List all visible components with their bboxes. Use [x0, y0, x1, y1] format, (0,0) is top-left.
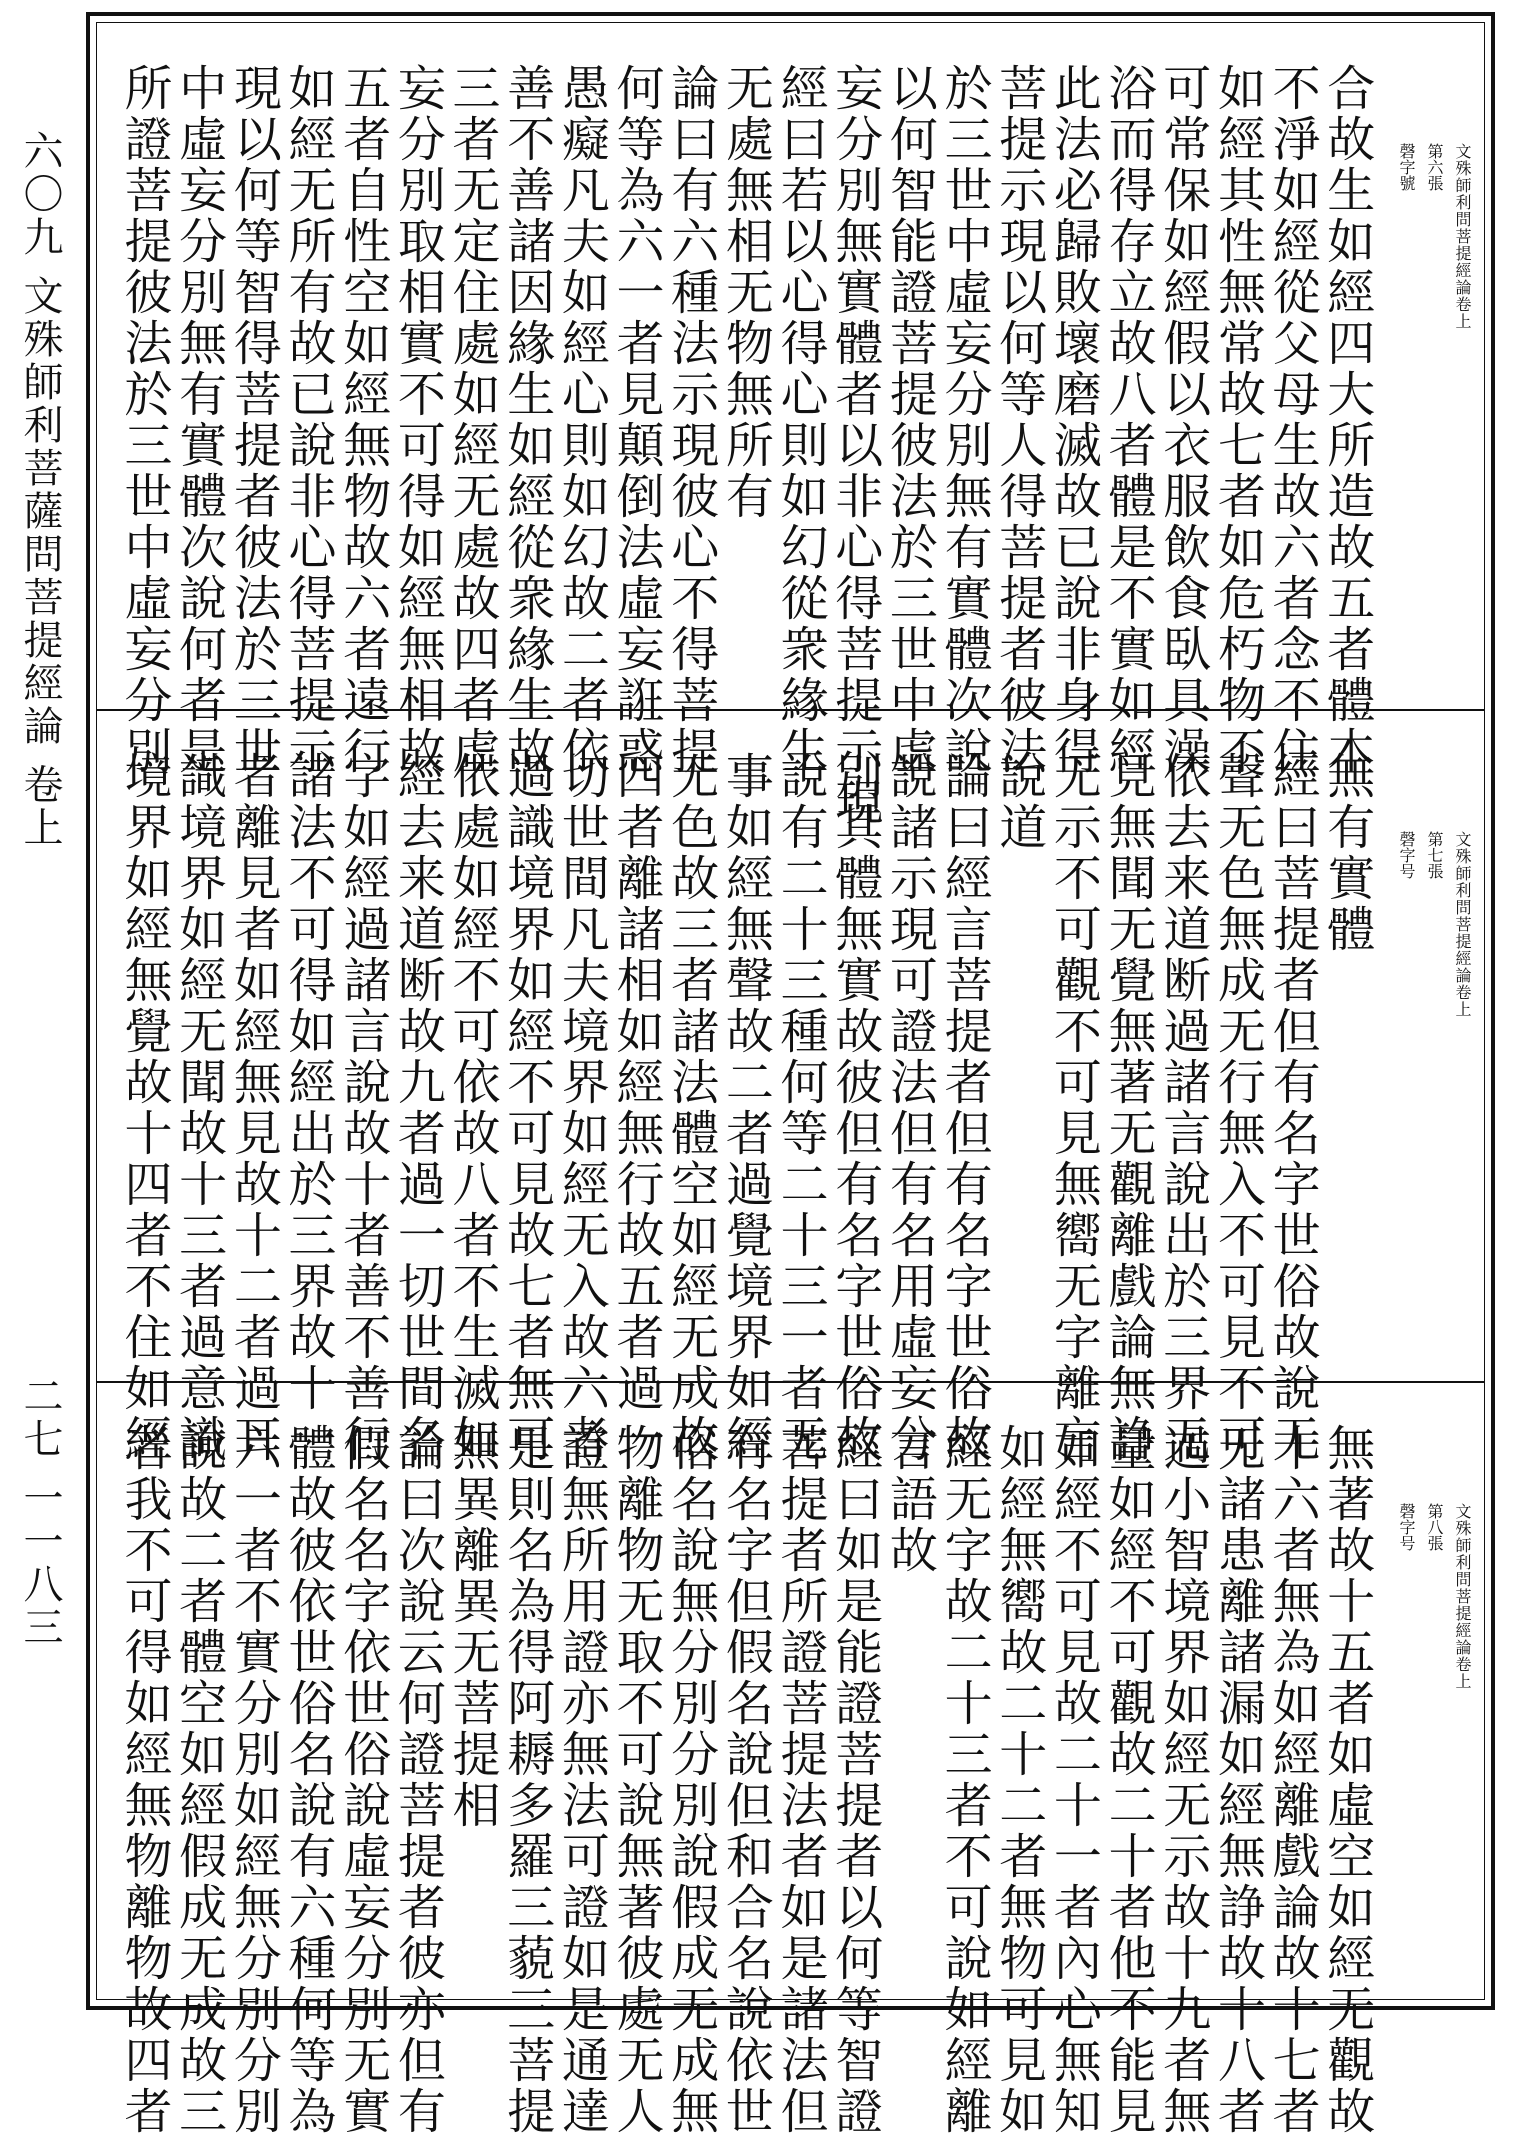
text-column: 依去来道断過諸言說出於三界无 [1154, 751, 1211, 1465]
text-column: 假名名字依世俗說虛妄分別无實 [334, 1423, 391, 2137]
text-column: 如經無嚮故二十二者無物可見如 [990, 1423, 1047, 2137]
text-column: 量如經不可觀故二十者他不能見 [1100, 1423, 1157, 2137]
text-column: 境界如經無覺故十四者不住如經 [116, 751, 172, 1465]
text-column: 於三世中虛妄分別無有實體次說 [936, 63, 993, 777]
text-column: 切世間凡夫境界如經无入故六者 [553, 751, 610, 1465]
panel-header-code: 磬字號 [1397, 143, 1416, 191]
text-column: 無著故十五者如虛空如經无觀故 [1318, 1423, 1375, 2137]
text-column: 論曰經言菩提者但有名字世俗故 [936, 751, 993, 1465]
panel-header-code: 磬字号 [1397, 1503, 1416, 1551]
text-column: 者我不可得如經無物離物故四者 [116, 1423, 172, 2137]
text-column: 妄分別無實體者以非心得菩提示現 [826, 63, 883, 828]
side-label-top: 六〇九 文殊師利菩薩問菩提經論 卷上 [17, 130, 63, 850]
text-column: 見無聞无覺無著无觀離戲論無諍 [1100, 751, 1157, 1465]
text-column: 經曰若以心得心則如幻從衆緣生 [772, 63, 829, 777]
panel-header-title: 文殊師利問菩提經論卷上 [1453, 1503, 1472, 1690]
text-panel-3 [97, 1381, 1484, 2137]
text-column: 无示不可觀不可見無嚮无字離言 [1045, 751, 1102, 1465]
text-column: 別其體無實故彼但有名字世俗故 [826, 751, 883, 1465]
text-column: 无色故三者諸法體空如經无成故 [662, 751, 719, 1465]
panel-header [1396, 831, 1472, 1363]
text-column: 說故二者體空如經假成无成故三 [170, 1423, 227, 2137]
panel-header-page: 第八張 [1425, 1503, 1444, 1551]
text-column: 无諸患離諸漏如經無諍故十八者 [1209, 1423, 1266, 2137]
text-column: 无處無相无物無所有 [717, 63, 774, 522]
text-column: 三者无定住處如經无處故四者虛 [444, 63, 501, 777]
text-column: 如經不可見故二十一者內心無知 [1045, 1423, 1102, 2137]
text-column: 說有二十三種何等二十三一者无 [772, 751, 829, 1465]
text-column: 可常保如經假以衣服飲食臥具澡 [1154, 63, 1211, 777]
text-column: 經曰如是能證菩提者以何等智證 [826, 1423, 883, 2137]
text-column: 無異離異无菩提相 [444, 1423, 501, 1831]
text-column: 字如經過諸言說故十者善不善行 [334, 751, 391, 1465]
panel-header [1396, 1503, 1472, 1979]
text-column: 過識境界如經不可見故七者無可 [498, 751, 555, 1465]
text-column: 不淨如經從父母生故六者念不住 [1264, 63, 1321, 777]
text-column: 論曰有六種法示現彼心不得菩提 [662, 63, 719, 777]
text-column: 現以何等智得菩提者彼法於三世 [225, 63, 282, 777]
text-column: 如經其性無常故七者如危朽物不 [1209, 63, 1266, 777]
text-column: 物離物无取不可說無著彼處无人 [608, 1423, 665, 2137]
text-column: 識境界如經无聞故十三者過意識 [170, 751, 227, 1465]
text-column: 如經无所有故已說非心得菩提示 [280, 63, 337, 777]
side-label-bottom: 二七 一一八三 [17, 1375, 63, 1649]
text-column: 者離見者如經無見故十二者過耳 [225, 751, 282, 1465]
text-column: 菩提者所證菩提法者如是諸法但 [772, 1423, 829, 2137]
panel-header-page: 第六張 [1425, 143, 1444, 191]
text-columns [116, 751, 1375, 1465]
text-column: 無有實體 [1318, 751, 1375, 955]
text-column: 聲无色無成无行無入不可見不可 [1209, 751, 1266, 1465]
text-column: 依處如經不可依故八者不生滅如 [444, 751, 501, 1465]
text-column: 以何智能證菩提彼法於三世中虛 [881, 63, 938, 777]
panel-header-title: 文殊師利問菩提經論卷上 [1453, 831, 1472, 1018]
text-column: 過小智境界如經无示故十九者無 [1154, 1423, 1211, 2137]
page-frame [86, 12, 1495, 2137]
page-frame-inner [96, 22, 1485, 2137]
text-column: 所證菩提彼法於三世中虛妄分別 [116, 63, 172, 777]
panel-header-page: 第七張 [1425, 831, 1444, 879]
panel-header-title: 文殊師利問菩提經論卷上 [1453, 143, 1472, 330]
text-column: 證無所用證亦無法可證如是通達 [553, 1423, 610, 2137]
text-columns [116, 1423, 1375, 2137]
text-column: 經去来道断故九者過一切世間名 [389, 751, 446, 1465]
text-column: 經无字故二十三者不可說如經離 [936, 1423, 993, 2137]
text-column: 何等為六一者見顛倒法虛妄誑惑 [608, 63, 665, 777]
text-column: 經曰菩提者但有名字世俗故說无 [1264, 751, 1321, 1465]
text-column: 六一者不實分別如經無分別分別 [225, 1423, 282, 2137]
text-column: 是則名為得阿耨多羅三藐三菩提 [498, 1423, 555, 2137]
text-panel-2 [97, 709, 1484, 1465]
text-column: 說諸示現可證法但有名用虛妄分 [881, 751, 938, 1465]
text-column: 論曰次說云何證菩提者彼亦但有 [389, 1423, 446, 2137]
text-column: 有名字但假名說但和合名說依世 [717, 1423, 774, 2137]
text-column: 菩提示現以何等人得菩提者彼法 [990, 63, 1047, 777]
text-column: 愚癡凡夫如經心則如幻故二者依 [553, 63, 610, 777]
text-column: 言語故 [881, 1423, 938, 1576]
text-column: 妄分別取相實不可得如經無相故 [389, 63, 446, 777]
text-column: 此法必歸敗壞磨滅故已說非身得 [1045, 63, 1102, 777]
text-column: 說道 [990, 751, 1047, 853]
text-column: 事如經無聲故二者過覺境界如經 [717, 751, 774, 1465]
text-column: 諸法不可得如經出於三界故十一 [280, 751, 337, 1465]
text-column: 善不善諸因緣生如經從衆緣生故 [498, 63, 555, 777]
text-column: 中虛妄分別無有實體次說何者是 [170, 63, 227, 777]
text-column: 十六者無為如經離戲論故十七者 [1264, 1423, 1321, 2137]
panel-header [1396, 143, 1472, 689]
text-column: 俗名說無分別分別說假成无成無 [662, 1423, 719, 2137]
text-column: 五者自性空如經無物故六者遠行 [334, 63, 391, 777]
text-column: 體故彼依世俗名說有六種何等為 [280, 1423, 337, 2137]
text-column: 浴而得存立故八者體是不實如經 [1100, 63, 1157, 777]
text-column: 四者離諸相如經無行故五者過一 [608, 751, 665, 1465]
text-column: 合故生如經四大所造故五者體本 [1318, 63, 1375, 777]
panel-header-code: 磬字号 [1397, 831, 1416, 879]
